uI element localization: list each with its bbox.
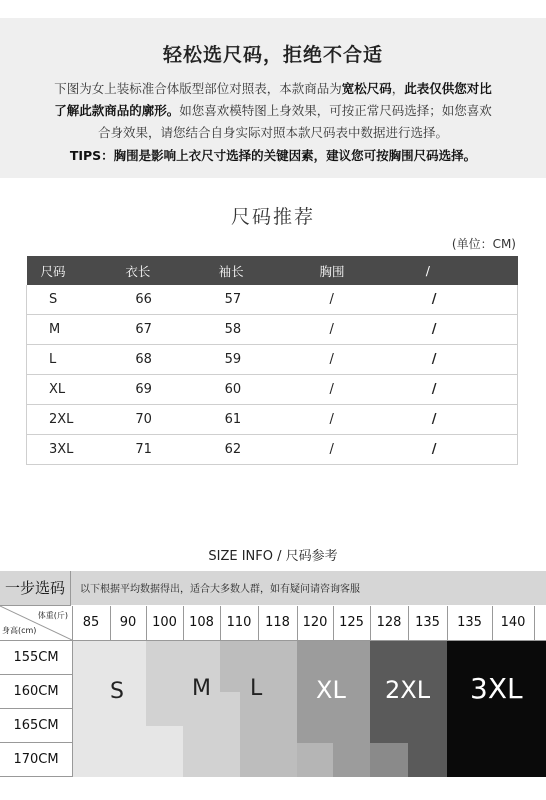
size-band-l-extension xyxy=(258,743,297,777)
size-band-2xl-extension xyxy=(370,743,408,777)
height-axis-label: 身高(cm) xyxy=(2,626,37,635)
cell-bust: / xyxy=(306,405,412,435)
cell-size: S xyxy=(27,285,112,315)
cell-extra: / xyxy=(412,285,518,315)
notice-line1-d: 此表仅供您对比 xyxy=(404,81,492,96)
cell-bust: / xyxy=(306,345,412,375)
weight-cell: 128 xyxy=(370,606,409,640)
header-extra: / xyxy=(412,256,518,285)
weight-cell: 140 xyxy=(492,606,535,640)
weight-cell: 85 xyxy=(72,606,111,640)
cell-length: 70 xyxy=(111,405,204,435)
cell-size: 3XL xyxy=(27,435,112,465)
notice-line1-b: 宽松尺码 xyxy=(341,81,392,96)
size-label-2xl: 2XL xyxy=(385,676,431,704)
cell-bust: / xyxy=(306,435,412,465)
size-label-xl: XL xyxy=(316,676,346,704)
notice-line3: 合身效果，请您结合自身实际对照本款尺码表中数据进行选择。 xyxy=(97,125,448,140)
size-band-s-extension xyxy=(146,726,183,777)
cell-length: 69 xyxy=(111,375,204,405)
size-band-xl-extension xyxy=(297,743,333,777)
size-label-l: L xyxy=(250,676,263,701)
weight-axis-label: 体重(斤) xyxy=(37,611,68,620)
header-sleeve: 袖长 xyxy=(205,256,306,285)
step-label: 一步选码 xyxy=(0,571,71,606)
cell-extra: / xyxy=(412,405,518,435)
step-description: 以下根据平均数据得出，适合大多数人群，如有疑问请咨询客服 xyxy=(80,584,360,595)
cell-extra: / xyxy=(412,345,518,375)
notice-line2-b: 如您喜欢模特图上身效果，可按正常尺码选择；如您喜欢 xyxy=(179,103,492,118)
notice-tips: TIPS：胸围是影响上衣尺寸选择的关键因素，建议您可按胸围尺码选择。 xyxy=(69,148,477,163)
size-label-s: S xyxy=(110,679,124,704)
cell-length: 71 xyxy=(111,435,204,465)
weight-cell: 135 xyxy=(447,606,493,640)
cell-length: 67 xyxy=(111,315,204,345)
size-label-m: M xyxy=(192,676,211,701)
notice-line1-a: 下图为女上装标准合体版型部位对照表，本款商品为 xyxy=(54,81,342,96)
cell-bust: / xyxy=(306,285,412,315)
height-cell: 170CM xyxy=(0,743,73,777)
height-cell: 160CM xyxy=(0,675,73,709)
size-band-3xl xyxy=(447,641,546,777)
recommend-title: 尺码推荐 xyxy=(230,206,315,228)
height-cell: 165CM xyxy=(0,709,73,743)
cell-extra: / xyxy=(412,315,518,345)
height-cell: 155CM xyxy=(0,641,73,675)
cell-sleeve: 61 xyxy=(205,405,306,435)
weight-cell: 120 xyxy=(297,606,334,640)
notice-title: 轻松选尺码，拒绝不合适 xyxy=(162,44,383,66)
size-info-title: SIZE INFO / 尺码参考 xyxy=(208,549,338,564)
cell-sleeve: 57 xyxy=(205,285,306,315)
cell-sleeve: 62 xyxy=(205,435,306,465)
weight-cell: 135 xyxy=(408,606,448,640)
cell-extra: / xyxy=(412,375,518,405)
cell-bust: / xyxy=(306,375,412,405)
unit-label: (单位：CM) xyxy=(451,237,516,251)
cell-length: 68 xyxy=(111,345,204,375)
size-band-s xyxy=(72,641,146,777)
cell-size: XL xyxy=(27,375,112,405)
header-size: 尺码 xyxy=(27,256,112,285)
weight-cell: 125 xyxy=(333,606,371,640)
header-bust: 胸围 xyxy=(306,256,412,285)
cell-bust: / xyxy=(306,315,412,345)
weight-cell: 108 xyxy=(183,606,221,640)
cell-sleeve: 60 xyxy=(205,375,306,405)
cell-sleeve: 58 xyxy=(205,315,306,345)
weight-cell: 118 xyxy=(258,606,298,640)
cell-size: M xyxy=(27,315,112,345)
notice-line1-c: ， xyxy=(391,81,405,96)
cell-sleeve: 59 xyxy=(205,345,306,375)
header-length: 衣长 xyxy=(111,256,204,285)
cell-length: 66 xyxy=(111,285,204,315)
cell-size: L xyxy=(27,345,112,375)
size-label-3xl: 3XL xyxy=(470,672,523,705)
notice-line2-a: 了解此款商品的廓形。 xyxy=(54,103,180,118)
cell-size: 2XL xyxy=(27,405,112,435)
weight-cell: 90 xyxy=(110,606,147,640)
weight-cell: 110 xyxy=(220,606,259,640)
cell-extra: / xyxy=(412,435,518,465)
weight-cell: 100 xyxy=(146,606,184,640)
